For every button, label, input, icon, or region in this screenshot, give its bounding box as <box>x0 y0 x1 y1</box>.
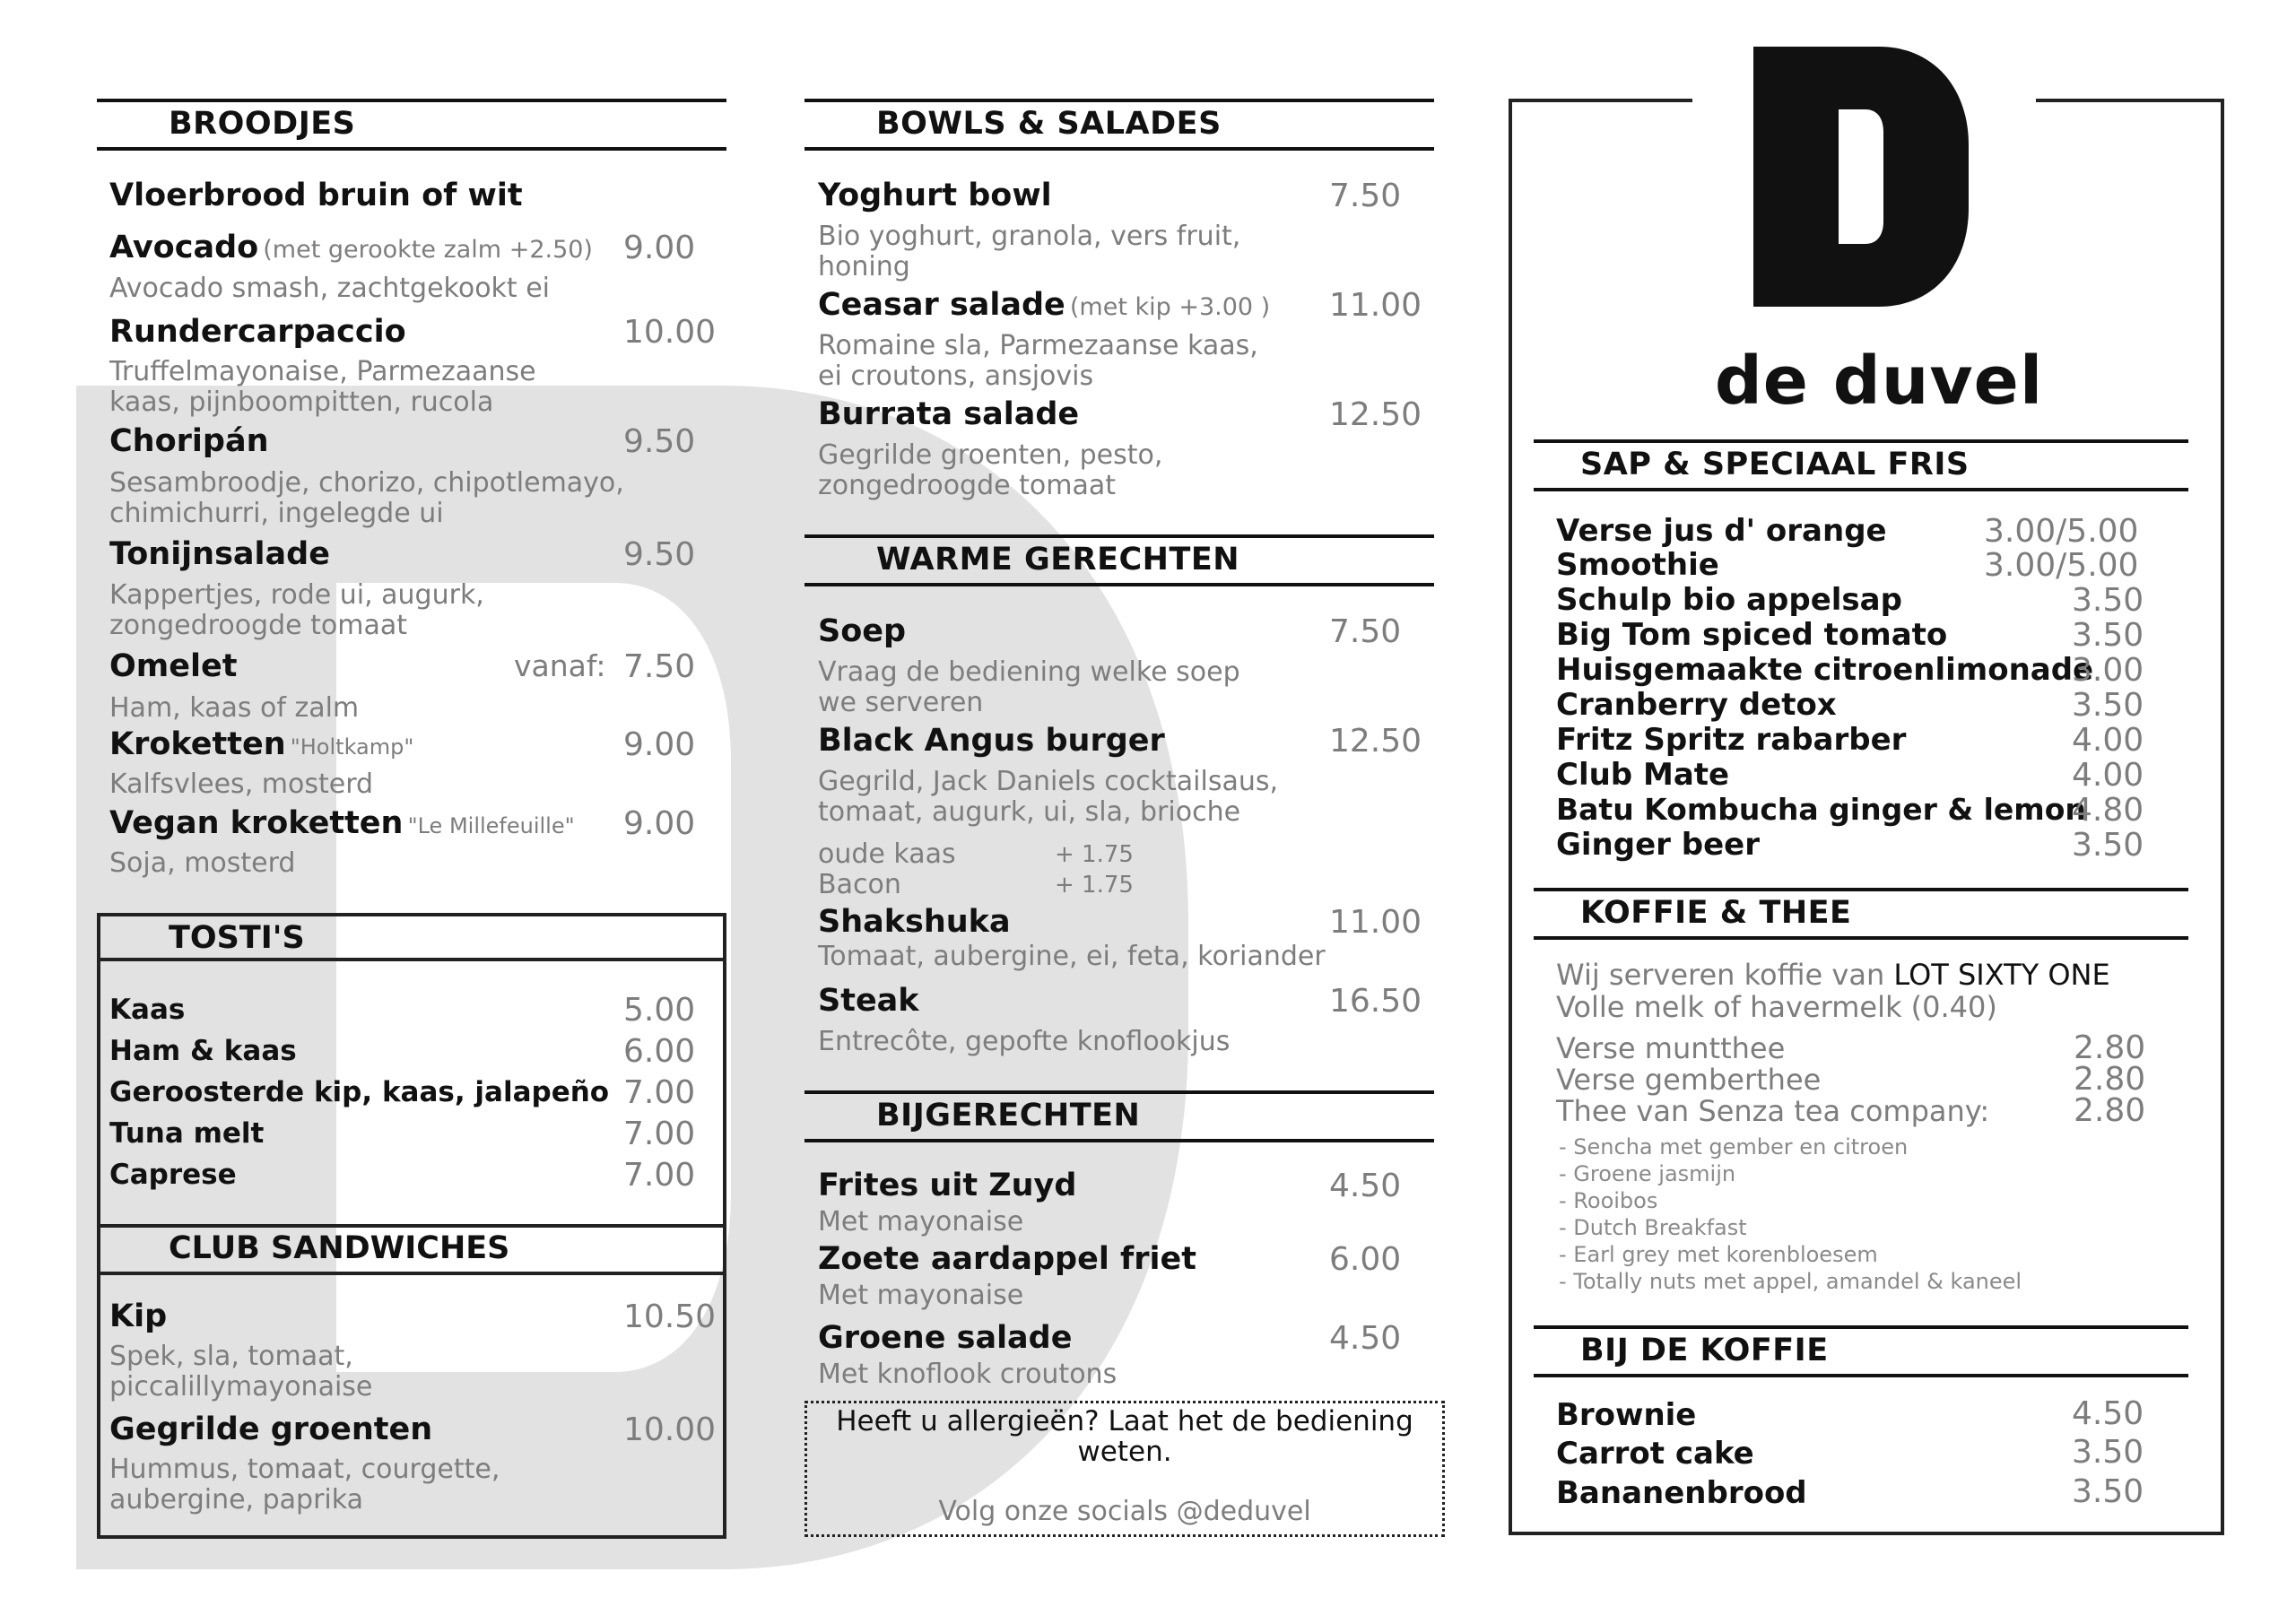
item-price: 11.00 <box>1329 287 1422 324</box>
panel-top-left-rule <box>1509 99 1692 102</box>
item-name: Tonijnsalade <box>109 536 330 572</box>
item-desc-line: Romaine sla, Parmezaanse kaas, <box>818 330 1258 361</box>
item-price: 7.50 <box>623 648 696 685</box>
tea-price: 2.80 <box>2074 1092 2146 1129</box>
item-name: Shakshuka <box>818 904 1011 940</box>
tostis-header-rule <box>100 958 726 961</box>
cake-price: 3.50 <box>2072 1434 2144 1471</box>
item-name: Zoete aardappel friet <box>818 1241 1196 1277</box>
item-note: "Le Millefeuille" <box>407 813 575 838</box>
club-header-rule-bottom <box>100 1272 726 1275</box>
list-item <box>109 1159 719 1200</box>
drink-price: 3.50 <box>2072 827 2144 864</box>
allergy-notice-text <box>807 1406 1442 1467</box>
tea-price: 2.80 <box>2074 1029 2146 1066</box>
item-desc <box>109 468 624 529</box>
item-note: (met kip +3.00 ) <box>1069 293 1271 321</box>
item-price: 12.50 <box>1329 723 1422 760</box>
bowls-header <box>804 99 1434 151</box>
item-name: Choripán <box>109 423 269 459</box>
bij-title: BIJGERECHTEN <box>876 1098 1141 1133</box>
drink-name: Batu Kombucha ginger & lemon <box>1556 792 2086 827</box>
item-name: Kip <box>109 1298 168 1334</box>
item-name: Vegan kroketten <box>109 805 404 841</box>
item-price: 10.00 <box>623 1411 717 1448</box>
item-desc: Ham, kaas of zalm <box>109 692 360 724</box>
item-name: Soep <box>818 613 907 649</box>
item-desc-line: zongedroogde tomaat <box>109 610 407 641</box>
item-desc-line: we serveren <box>818 687 984 718</box>
item-name: Steak <box>818 983 919 1019</box>
item-desc <box>818 440 1162 501</box>
item-price: 7.50 <box>1329 613 1402 650</box>
allergy-line: Heeft u allergieën? Laat het de bediening <box>836 1405 1413 1437</box>
item-desc <box>818 767 1278 828</box>
item-desc: Met mayonaise <box>818 1206 1024 1238</box>
koffie-title: KOFFIE & THEE <box>1580 895 1852 931</box>
drink-price: 4.80 <box>2072 792 2144 829</box>
cake-name: Bananenbrood <box>1556 1475 1807 1511</box>
item-price: 9.50 <box>623 536 696 573</box>
list-item <box>109 1117 719 1159</box>
tostis-title: TOSTI'S <box>169 920 305 956</box>
item-name: Kaas <box>109 994 186 1026</box>
item-desc <box>109 580 484 641</box>
item-name: Rundercarpaccio <box>109 314 406 350</box>
item-price: 9.50 <box>623 423 696 460</box>
tea-variant: - Totally nuts met appel, amandel & kaneel <box>1559 1269 2022 1294</box>
item-name: Ham & kaas <box>109 1035 297 1067</box>
item-price: 7.00 <box>623 1157 696 1194</box>
tea-variant: - Earl grey met korenbloesem <box>1559 1242 1878 1267</box>
koffie-brand: LOT SIXTY ONE <box>1893 958 2110 992</box>
item-desc-line: piccalillymayonaise <box>109 1371 373 1403</box>
item-price: 4.50 <box>1329 1320 1402 1357</box>
item-price-prefix: vanaf: <box>514 648 606 683</box>
item-desc <box>109 1455 500 1515</box>
item-price: 16.50 <box>1329 983 1422 1020</box>
item-desc-line: chimichurri, ingelegde ui <box>109 498 444 529</box>
item-price: 7.50 <box>1329 178 1402 214</box>
tea-variant: - Groene jasmijn <box>1559 1161 1736 1186</box>
item-desc-line: Gegrild, Jack Daniels cocktailsaus, <box>818 766 1279 797</box>
drink-name: Ginger beer <box>1556 827 1760 863</box>
item-desc-line: Gegrilde groenten, pesto, <box>818 439 1163 471</box>
item-desc-line: ei croutons, ansjovis <box>818 360 1094 392</box>
item-desc <box>818 221 1240 282</box>
item-desc: Entrecôte, gepofte knoflookjus <box>818 1026 1231 1057</box>
sap-title: SAP & SPECIAAL FRIS <box>1580 447 1970 482</box>
item-name: Avocado <box>109 230 259 265</box>
item-price: 4.50 <box>1329 1168 1402 1204</box>
item-desc-line: Truffelmayonaise, Parmezaanse <box>109 356 536 387</box>
drink-name: Smoothie <box>1556 547 1719 583</box>
bijkoffie-title: BIJ DE KOFFIE <box>1580 1333 1829 1368</box>
item-price: 7.00 <box>623 1116 696 1152</box>
item-name: Frites uit Zuyd <box>818 1168 1077 1203</box>
item-price: 10.00 <box>623 314 717 351</box>
item-price: 12.50 <box>1329 396 1422 433</box>
club-header-rule-top <box>100 1224 726 1228</box>
brand-name: de duvel <box>1714 343 2044 420</box>
tea-variant: - Rooibos <box>1559 1188 1658 1213</box>
tea-name: Verse muntthee <box>1556 1031 1786 1065</box>
item-price: 9.00 <box>623 805 696 842</box>
item-price: 6.00 <box>623 1033 696 1070</box>
item-price: 6.00 <box>1329 1241 1402 1278</box>
broodjes-intro: Vloerbrood bruin of wit <box>109 178 523 213</box>
broodjes-title: BROODJES <box>169 106 356 142</box>
item-note: "Holtkamp" <box>290 734 414 760</box>
item-desc <box>109 1342 372 1403</box>
extra-oude-kaas: oude kaas <box>818 838 956 870</box>
item-desc-line: Hummus, tomaat, courgette, <box>109 1454 500 1485</box>
item-name: Black Angus burger <box>818 723 1165 759</box>
drink-price: 4.00 <box>2072 722 2144 759</box>
sap-header <box>1534 439 2188 491</box>
menu-item-ceasar <box>818 287 1270 323</box>
extra-price: + 1.75 <box>1055 872 1134 899</box>
bijkoffie-header <box>1534 1325 2188 1377</box>
item-desc: Tomaat, aubergine, ei, feta, koriander <box>818 941 1326 972</box>
item-desc: Kalfsvlees, mosterd <box>109 769 374 800</box>
tostis-list <box>109 994 719 1200</box>
item-desc-line: Kappertjes, rode ui, augurk, <box>109 579 484 611</box>
logo-d-icon <box>1753 47 1969 307</box>
item-note: (met gerookte zalm +2.50) <box>263 236 593 264</box>
club-title: CLUB SANDWICHES <box>169 1230 510 1266</box>
cake-price: 3.50 <box>2072 1473 2144 1510</box>
bij-header <box>804 1090 1434 1142</box>
item-desc <box>109 357 536 418</box>
panel-top-right-rule <box>2036 99 2221 102</box>
tea-list <box>1559 1133 2022 1295</box>
item-desc: Avocado smash, zachtgekookt ei <box>109 273 551 304</box>
koffie-header <box>1534 888 2188 940</box>
item-desc: Met mayonaise <box>818 1280 1024 1311</box>
extra-price: + 1.75 <box>1055 841 1134 868</box>
tea-variant: - Sencha met gember en citroen <box>1559 1134 1909 1159</box>
item-name: Burrata salade <box>818 396 1080 432</box>
bowls-title: BOWLS & SALADES <box>876 106 1222 142</box>
item-desc-line: kaas, pijnboompitten, rucola <box>109 386 494 418</box>
list-item <box>109 1076 719 1117</box>
cake-name: Brownie <box>1556 1397 1697 1433</box>
tea-name: Verse gemberthee <box>1556 1063 1822 1097</box>
item-desc: Met knoflook croutons <box>818 1359 1118 1390</box>
item-price: 11.00 <box>1329 904 1422 941</box>
menu-item-avocado <box>109 230 593 265</box>
item-desc-line: Vraag de bediening welke soep <box>818 656 1240 688</box>
item-desc-line: Bio yoghurt, granola, vers fruit, <box>818 221 1241 252</box>
koffie-intro <box>1556 958 2110 992</box>
allergy-line: weten. <box>1077 1436 1172 1468</box>
drink-name: Fritz Spritz rabarber <box>1556 722 1907 758</box>
item-price: 9.00 <box>623 230 696 266</box>
item-desc-line: aubergine, paprika <box>109 1484 363 1515</box>
cake-name: Carrot cake <box>1556 1436 1754 1472</box>
drink-price: 3.50 <box>2072 582 2144 619</box>
item-name: Omelet <box>109 648 238 684</box>
drink-price: 4.00 <box>2072 757 2144 794</box>
drink-name: Big Tom spiced tomato <box>1556 617 1948 653</box>
cake-price: 4.50 <box>2072 1395 2144 1432</box>
drink-name: Cranberry detox <box>1556 687 1837 723</box>
socials-text: Volg onze socials @deduvel <box>938 1496 1311 1527</box>
drink-price: 3.00 <box>2072 652 2144 689</box>
tea-name: Thee van Senza tea company: <box>1556 1094 1990 1128</box>
item-name: Caprese <box>109 1159 237 1191</box>
item-price: 9.00 <box>623 726 696 763</box>
warm-title: WARME GERECHTEN <box>876 542 1240 578</box>
list-item <box>109 994 719 1035</box>
item-price: 10.50 <box>623 1298 717 1335</box>
item-price: 5.00 <box>623 992 696 1029</box>
item-desc-line: Spek, sla, tomaat, <box>109 1341 353 1372</box>
drink-name: Huisgemaakte citroenlimonade <box>1556 652 2094 688</box>
broodjes-header <box>97 99 726 151</box>
tea-price: 2.80 <box>2074 1061 2146 1098</box>
item-desc-line: tomaat, augurk, ui, sla, brioche <box>818 796 1241 828</box>
tea-variant: - Dutch Breakfast <box>1559 1215 1747 1240</box>
item-name: Ceasar salade <box>818 287 1065 323</box>
list-item <box>109 1035 719 1076</box>
item-desc-line: honing <box>818 251 910 282</box>
drink-name: Schulp bio appelsap <box>1556 582 1902 618</box>
item-name: Geroosterde kip, kaas, jalapeño <box>109 1076 610 1108</box>
item-name: Gegrilde groenten <box>109 1411 433 1447</box>
koffie-milk: Volle melk of havermelk (0.40) <box>1556 990 1997 1024</box>
extra-bacon: Bacon <box>818 869 901 900</box>
item-desc: Soja, mosterd <box>109 847 296 879</box>
item-desc-line: zongedroogde tomaat <box>818 470 1116 501</box>
drink-price: 3.00/5.00 <box>1984 547 2139 584</box>
item-name: Yoghurt bowl <box>818 178 1052 213</box>
drink-price: 3.50 <box>2072 617 2144 654</box>
item-desc <box>818 657 1240 718</box>
item-name: Tuna melt <box>109 1117 265 1150</box>
menu-item-vegan-kroketten <box>109 805 575 841</box>
drink-price: 3.50 <box>2072 687 2144 724</box>
item-price: 7.00 <box>623 1074 696 1111</box>
item-name: Groene salade <box>818 1320 1073 1356</box>
koffie-intro-text: Wij serveren koffie van <box>1556 958 1885 992</box>
drink-price: 3.00/5.00 <box>1984 513 2139 550</box>
item-name: Kroketten <box>109 726 286 762</box>
item-desc <box>818 331 1258 392</box>
menu-item-kroketten <box>109 726 413 762</box>
warm-header <box>804 534 1434 586</box>
drink-name: Verse jus d' orange <box>1556 513 1887 549</box>
drink-name: Club Mate <box>1556 757 1730 793</box>
item-desc-line: Sesambroodje, chorizo, chipotlemayo, <box>109 467 624 499</box>
